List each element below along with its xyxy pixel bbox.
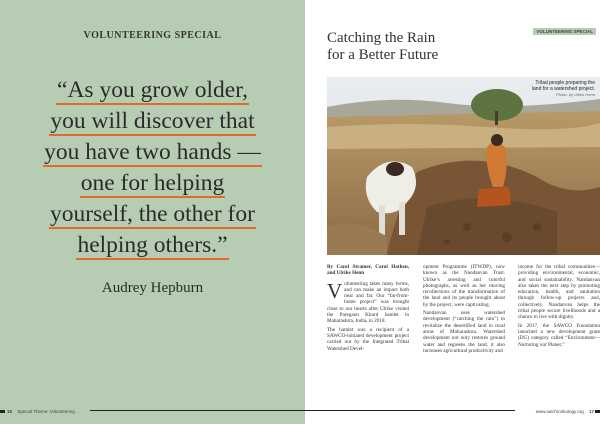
page-footer: [536, 409, 594, 414]
footer-bar: [595, 410, 600, 413]
text-column-2: [423, 264, 505, 356]
paragraph: The hamlet was a recipient of a SAWCO-initiated development project carried out by the Integrated Tribal Watershed Devel-: [327, 326, 409, 352]
quote-line: one for helping: [80, 170, 225, 196]
article-body: [327, 264, 600, 404]
section-kicker: VOLUNTEERING SPECIAL: [533, 28, 596, 35]
page-number: 17: [588, 409, 594, 414]
right-page: [305, 0, 600, 424]
footer-url: www.swchronkology.org: [535, 409, 584, 414]
drop-cap: V: [327, 278, 343, 303]
paragraph: Nandanvan uses watershed development (“catching the rain”) to revitalize the desertified land in rural areas of Maharashtra. Watershed development not only restores ground water and regreens the land, it also increases agricultural productivity and: [423, 310, 505, 354]
footer-rule: [305, 410, 515, 411]
paragraph: opment Programme (ITWDP), now known as the Nandanvan Trust. Ulrike’s arresting and colorful photographs, as well as her moving recollections of the transformation of the land and its people brought about by the project, were captivating.: [423, 264, 505, 308]
page-footer: [7, 409, 75, 414]
byline: By Carol Stramer, Carol Hathen, and Ulrike Henn: [327, 264, 409, 277]
quote-line: you will discover that: [50, 108, 255, 134]
quote-line: you have two hands —: [44, 139, 261, 165]
footer-bar: [0, 410, 5, 413]
quote-line: helping others.”: [77, 232, 228, 258]
article-title: Catching the Rain for a Better Future: [327, 30, 439, 63]
footer-section: Special Theme: Volunteering: [17, 409, 75, 414]
paragraph: Volunteering takes many forms, and can make an impact both near and far. Our “far-from-home project” was brought close to our hearts after Ulrike visited the Paregaon Khurd hamlet in Maharashtra, India, in 2018.: [327, 278, 409, 325]
pull-quote: [12, 75, 293, 261]
photo-credit: Photo: by Ulrike Henn: [556, 92, 595, 97]
quote-line: yourself, the other for: [50, 201, 255, 227]
section-kicker: VOLUNTEERING SPECIAL: [83, 30, 222, 41]
footer-rule: [90, 410, 305, 411]
page-number: 18: [7, 409, 13, 414]
paragraph: income for the tribal communities—providing environmental, economic, and social sustainability. Nandanvan also takes the next step by promoting education, health, and sanitation through follow-up projects and, collectively, Nandanvan helps the tribal people secure livelihoods and a chance to live with dignity.: [518, 264, 600, 321]
article-photo: [327, 77, 600, 255]
text-column-1: [327, 264, 409, 354]
photo-caption: Tribal people preparing the land for a watershed project. Photo: by Ulrike Henn: [531, 80, 595, 97]
quote-author: Audrey Hepburn: [101, 280, 204, 296]
text-column-3: [518, 264, 600, 350]
paragraph: In 2017, the SAWCO Foundation launched a new development grant (DG) category called “Environment—Nurturing our Planet.”: [518, 322, 600, 348]
quote-line: “As you grow older,: [57, 77, 248, 103]
